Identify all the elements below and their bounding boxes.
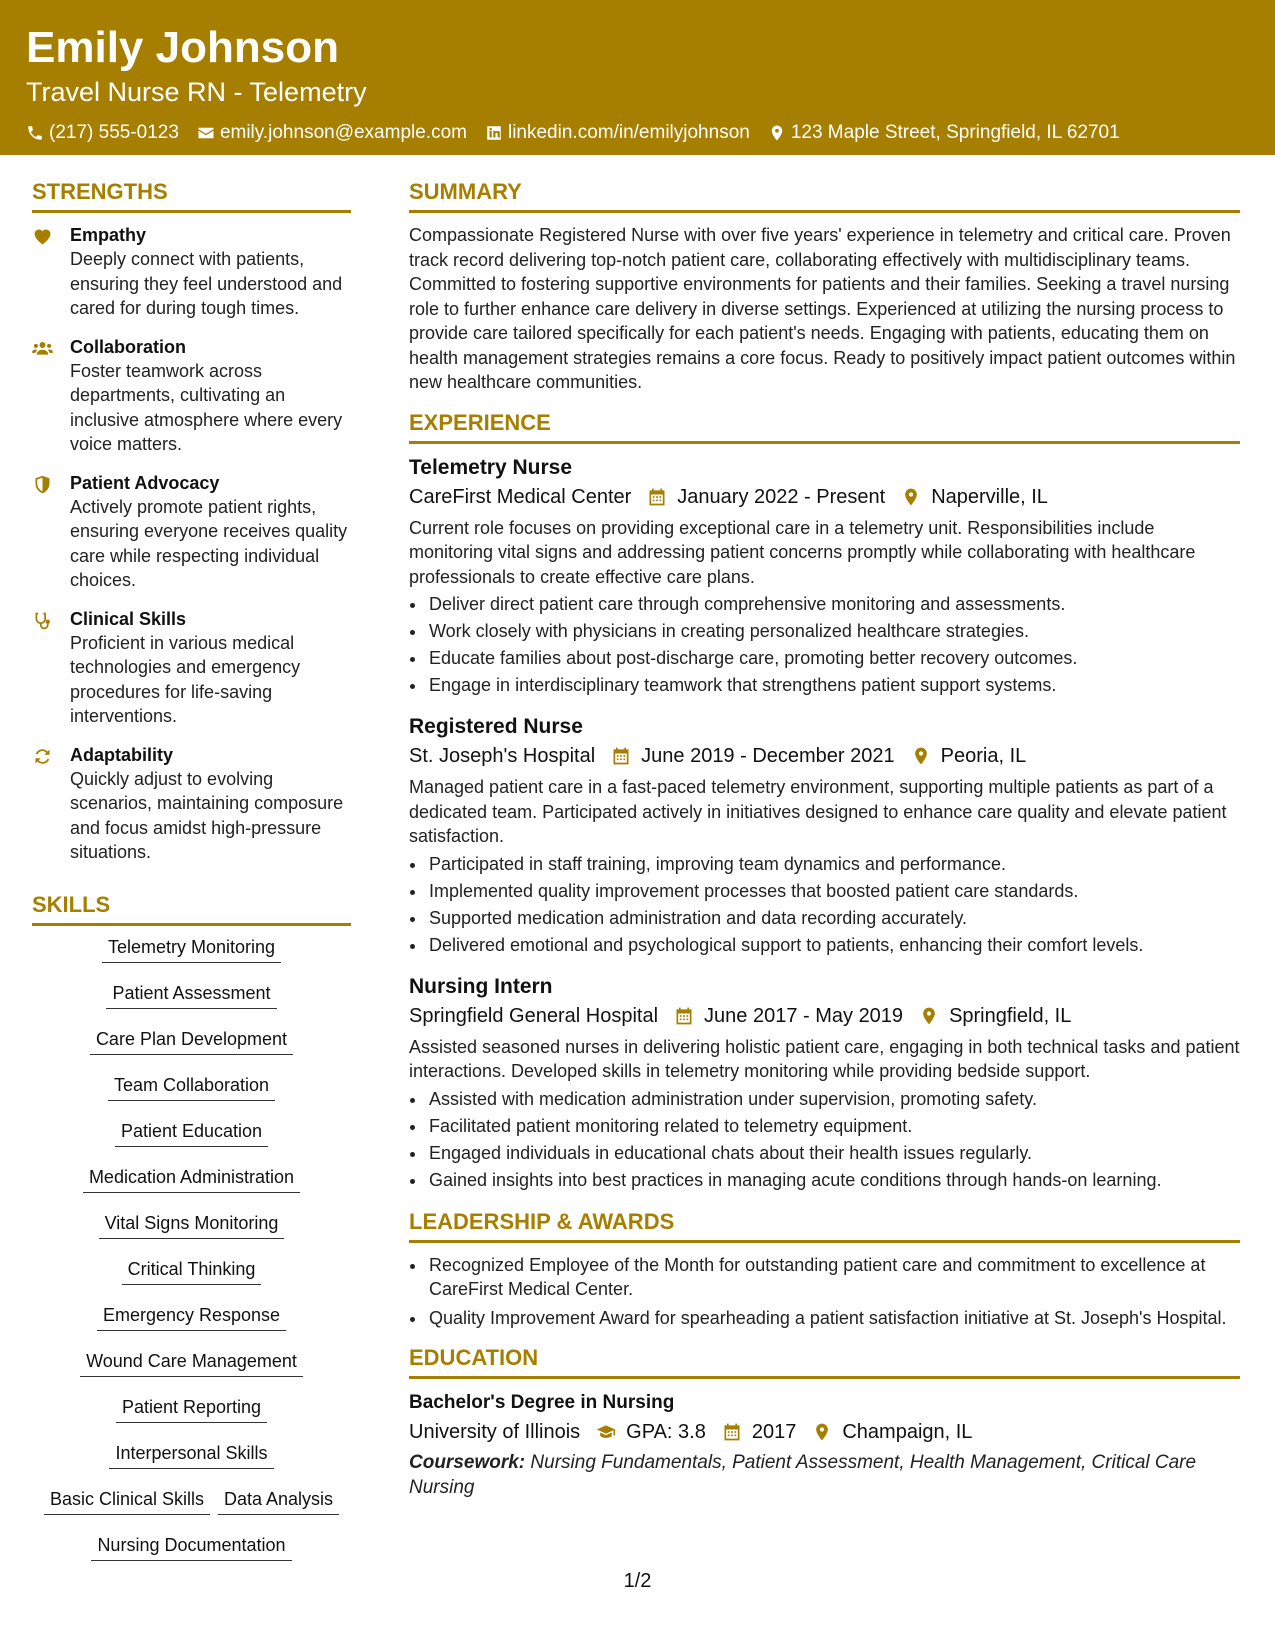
job-meta	[409, 1001, 1240, 1031]
strength-desc: Deeply connect with patients, ensuring they feel understood and cared for during tough times.	[70, 249, 343, 318]
job-location: Naperville, IL	[931, 485, 1048, 508]
job-location: Peoria, IL	[940, 745, 1027, 767]
strength-desc: Quickly adjust to evolving scenarios, maintaining composure and focus amidst high-pressure situations.	[70, 768, 344, 862]
coursework-label: Coursework:	[409, 1452, 526, 1473]
phone-text: (217) 555-0123	[49, 122, 179, 143]
job-bullets	[409, 1086, 1240, 1194]
skill-tag: Nursing Documentation	[91, 1534, 291, 1561]
skill-tag: Interpersonal Skills	[109, 1442, 273, 1469]
list-item: • Supported medication administration and data recording accurately.	[427, 905, 1240, 932]
education-gpa: GPA: 3.8	[626, 1421, 706, 1443]
calendar-icon	[647, 487, 667, 507]
job-description: Managed patient care in a fast-paced telemetry environment, supporting multiple patients as part of a dedicated team. Participated actively in initiatives designed to enhance care quality and elevate patient satisfaction.	[409, 777, 1227, 846]
summary-text: Compassionate Registered Nurse with over five years' experience in telemetry and critical care. Proven track record delivering top-notch patient care, collaborating effectively with multidisciplinary teams. Committed to fostering supportive environments for patients and their families. Seeking a travel nursing role to further enhance care delivery in diverse settings. Experienced at utilizing the nursing process to provide care tailored specifically for each patient's needs. Engaging with patients, educating them on health management strategies remains a core focus. Ready to positively impact patient outcomes within new healthcare communities.	[409, 225, 1236, 392]
skill-tag: Care Plan Development	[90, 1028, 293, 1055]
job-entry	[409, 454, 1240, 700]
skill-tag: Wound Care Management	[80, 1350, 303, 1377]
job-meta	[409, 482, 1240, 512]
strengths-heading: STRENGTHS	[32, 178, 351, 213]
strength-desc: Foster teamwork across departments, cultivating an inclusive atmosphere where every voice matters.	[70, 360, 343, 454]
coursework-text: Nursing Fundamentals, Patient Assessment, Health Management, Critical Care Nursing	[409, 1452, 1197, 1498]
strength-desc: Actively promote patient rights, ensuring everyone receives quality care while respecting individual choices.	[70, 496, 348, 590]
list-item: • Implemented quality improvement processes that boosted patient care standards.	[427, 878, 1240, 905]
summary-heading: SUMMARY	[409, 178, 1240, 213]
right-column	[409, 178, 1240, 1500]
calendar-icon	[674, 1006, 694, 1026]
job-dates: June 2017 - May 2019	[704, 1004, 904, 1027]
stethoscope-icon	[32, 610, 53, 631]
list-item: • Engage in interdisciplinary teamwork that strengthens patient support systems.	[427, 672, 1240, 699]
job-entry	[409, 973, 1240, 1194]
graduation-cap-icon	[596, 1422, 616, 1442]
envelope-icon	[197, 124, 215, 142]
skill-tag: Telemetry Monitoring	[102, 936, 281, 963]
strength-item	[32, 223, 351, 321]
job-bullets	[409, 851, 1240, 959]
education-school: University of Illinois	[409, 1421, 581, 1443]
skill-tag: Patient Education	[115, 1120, 268, 1147]
education-heading: EDUCATION	[409, 1344, 1240, 1379]
skill-tag: Critical Thinking	[122, 1258, 262, 1285]
job-title: Registered Nurse	[409, 715, 583, 738]
strength-name: Patient Advocacy	[70, 472, 220, 493]
contact-address	[768, 122, 1120, 144]
linkedin-link[interactable]: linkedin.com/in/emilyjohnson	[507, 122, 750, 143]
calendar-icon	[611, 746, 631, 766]
phone-icon	[26, 124, 44, 142]
list-item: • Work closely with physicians in creating personalized healthcare strategies.	[427, 618, 1240, 645]
skill-tag: Vital Signs Monitoring	[99, 1212, 285, 1239]
strength-item	[32, 471, 351, 593]
job-org: CareFirst Medical Center	[409, 485, 632, 508]
leadership-heading: LEADERSHIP & AWARDS	[409, 1208, 1240, 1243]
map-pin-icon	[768, 124, 786, 142]
list-item: • Facilitated patient monitoring related to telemetry equipment.	[427, 1113, 1240, 1140]
contact-email[interactable]	[197, 122, 467, 144]
skill-tag: Patient Assessment	[106, 982, 276, 1009]
skill-tag: Team Collaboration	[108, 1074, 275, 1101]
skill-tag: Basic Clinical Skills	[44, 1488, 210, 1515]
education-degree: Bachelor's Degree in Nursing	[409, 1392, 675, 1413]
map-pin-icon	[901, 487, 921, 507]
map-pin-icon	[812, 1422, 832, 1442]
job-org: Springfield General Hospital	[409, 1004, 659, 1027]
strength-name: Clinical Skills	[70, 608, 187, 629]
job-dates: January 2022 - Present	[677, 485, 886, 508]
heart-icon	[32, 226, 53, 247]
list-item: • Engaged individuals in educational chats about their health issues regularly.	[427, 1140, 1240, 1167]
skills-list	[32, 936, 351, 1580]
job-meta	[409, 741, 1240, 771]
strength-desc: Proficient in various medical technologies and emergency procedures for life-saving interventions.	[70, 632, 301, 726]
strength-name: Collaboration	[70, 336, 186, 357]
address-text: 123 Maple Street, Springfield, IL 62701	[790, 122, 1120, 143]
list-item: • Assisted with medication administration under supervision, promoting safety.	[427, 1086, 1240, 1113]
skill-tag: Data Analysis	[218, 1488, 339, 1515]
linkedin-icon	[485, 124, 503, 142]
list-item: • Educate families about post-discharge care, promoting better recovery outcomes.	[427, 645, 1240, 672]
list-item: • Gained insights into best practices in managing acute conditions through hands-on learning.	[427, 1167, 1240, 1194]
contact-linkedin[interactable]	[485, 122, 750, 144]
refresh-icon	[32, 746, 53, 767]
education-location: Champaign, IL	[842, 1421, 973, 1443]
left-column	[32, 178, 351, 1580]
strength-item	[32, 743, 351, 865]
job-title: Telemetry Nurse	[409, 455, 573, 479]
contact-bar	[26, 122, 1249, 144]
job-location: Springfield, IL	[949, 1004, 1072, 1027]
skill-tag: Patient Reporting	[116, 1396, 267, 1423]
coursework	[409, 1451, 1240, 1500]
job-title: Nursing Intern	[409, 974, 553, 998]
job-entry	[409, 713, 1240, 959]
skill-tag: Medication Administration	[83, 1166, 300, 1193]
calendar-icon	[722, 1422, 742, 1442]
job-dates: June 2019 - December 2021	[641, 745, 895, 767]
list-item: • Deliver direct patient care through comprehensive monitoring and assessments.	[427, 591, 1240, 618]
experience-heading: EXPERIENCE	[409, 409, 1240, 444]
shield-icon	[32, 474, 53, 495]
page-number: 1/2	[623, 1570, 652, 1592]
candidate-title: Travel Nurse RN - Telemetry	[26, 77, 367, 107]
education-year: 2017	[751, 1421, 797, 1443]
job-org: St. Joseph's Hospital	[409, 745, 596, 767]
list-item: • Delivered emotional and psychological support to patients, enhancing their comfort levels.	[427, 932, 1240, 959]
list-item: • Participated in staff training, improving team dynamics and performance.	[427, 851, 1240, 878]
job-bullets	[409, 591, 1240, 699]
candidate-name: Emily Johnson	[26, 23, 339, 72]
skill-tag: Emergency Response	[97, 1304, 286, 1331]
skills-heading: SKILLS	[32, 891, 351, 926]
education-meta	[409, 1417, 1240, 1447]
strength-name: Adaptability	[70, 744, 174, 765]
map-pin-icon	[919, 1006, 939, 1026]
list-item: • Quality Improvement Award for spearheading a patient satisfaction initiative at St. Joseph's Hospital.	[427, 1306, 1240, 1331]
users-icon	[32, 338, 53, 359]
strength-item	[32, 607, 351, 729]
resume-header	[0, 0, 1275, 155]
list-item: • Recognized Employee of the Month for outstanding patient care and commitment to excellence at CareFirst Medical Center.	[427, 1253, 1240, 1302]
job-description: Assisted seasoned nurses in delivering holistic patient care, engaging in both technical tasks and patient interactions. Developed skills in telemetry monitoring while providing bedside support.	[409, 1036, 1240, 1081]
email-link[interactable]: emily.johnson@example.com	[219, 122, 467, 143]
awards-list	[409, 1253, 1240, 1331]
map-pin-icon	[911, 746, 931, 766]
job-description: Current role focuses on providing exceptional care in a telemetry unit. Responsibilities include monitoring vital signs and addressing patient concerns promptly while collaborating with healthcare professionals to create effective care plans.	[409, 517, 1196, 587]
strength-name: Empathy	[70, 225, 147, 245]
strength-item	[32, 335, 351, 457]
contact-phone	[26, 122, 179, 144]
